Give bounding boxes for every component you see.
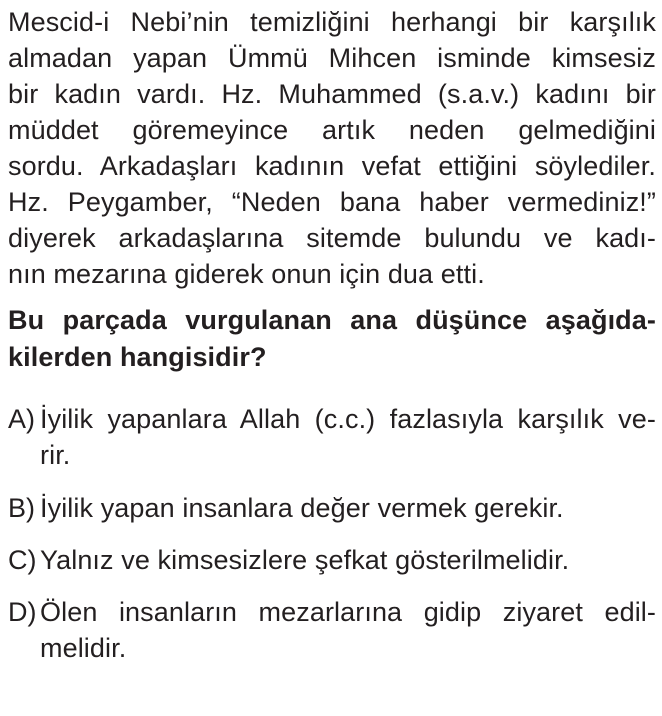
option-b[interactable]	[8, 490, 656, 526]
option-letter: A)	[8, 404, 35, 434]
question-line: kilerden hangisidir?	[8, 342, 267, 372]
option-c[interactable]	[8, 542, 656, 578]
passage-line: diyerek arkadaşlarına sitemde bulundu ve kadı-	[8, 223, 656, 253]
option-text-line: Ölen insanların mezarlarına gidip ziyaret edil-	[40, 597, 656, 627]
question-document	[8, 4, 656, 683]
question-line: Bu parçada vurgulanan ana düşünce aşağıda-	[8, 305, 656, 335]
passage-line: bir kadın vardı. Hz. Muhammed (s.a.v.) kadını bir	[8, 79, 656, 109]
option-text-line: İyilik yapanlara Allah (c.c.) fazlasıyla karşılık ve-	[40, 404, 656, 434]
option-text-line: melidir.	[40, 633, 127, 663]
option-text-line: İyilik yapan insanlara değer vermek gerekir.	[40, 493, 564, 523]
option-a[interactable]	[8, 401, 656, 473]
passage-line: Mescid-i Nebi’nin temizliğini herhangi bir karşılık	[8, 7, 656, 37]
answer-options	[8, 401, 656, 666]
option-text-line: Yalnız ve kimsesizlere şefkat gösterilmelidir.	[40, 545, 570, 575]
passage-line: müddet göremeyince artık neden gelmediğini	[8, 115, 656, 145]
option-letter: B)	[8, 493, 35, 523]
passage-line: almadan yapan Ümmü Mihcen isminde kimsesiz	[8, 43, 656, 73]
question-stem	[8, 302, 656, 376]
passage-text	[8, 4, 656, 292]
option-letter: D)	[8, 597, 37, 627]
option-letter: C)	[8, 545, 37, 575]
passage-line: sordu. Arkadaşları kadının vefat ettiğini söylediler.	[8, 151, 656, 181]
passage-line: Hz. Peygamber, “Neden bana haber vermediniz!”	[8, 187, 656, 217]
passage-line: nın mezarına giderek onun için dua etti.	[8, 259, 485, 289]
option-d[interactable]	[8, 594, 656, 666]
option-text-line: rir.	[40, 440, 71, 470]
